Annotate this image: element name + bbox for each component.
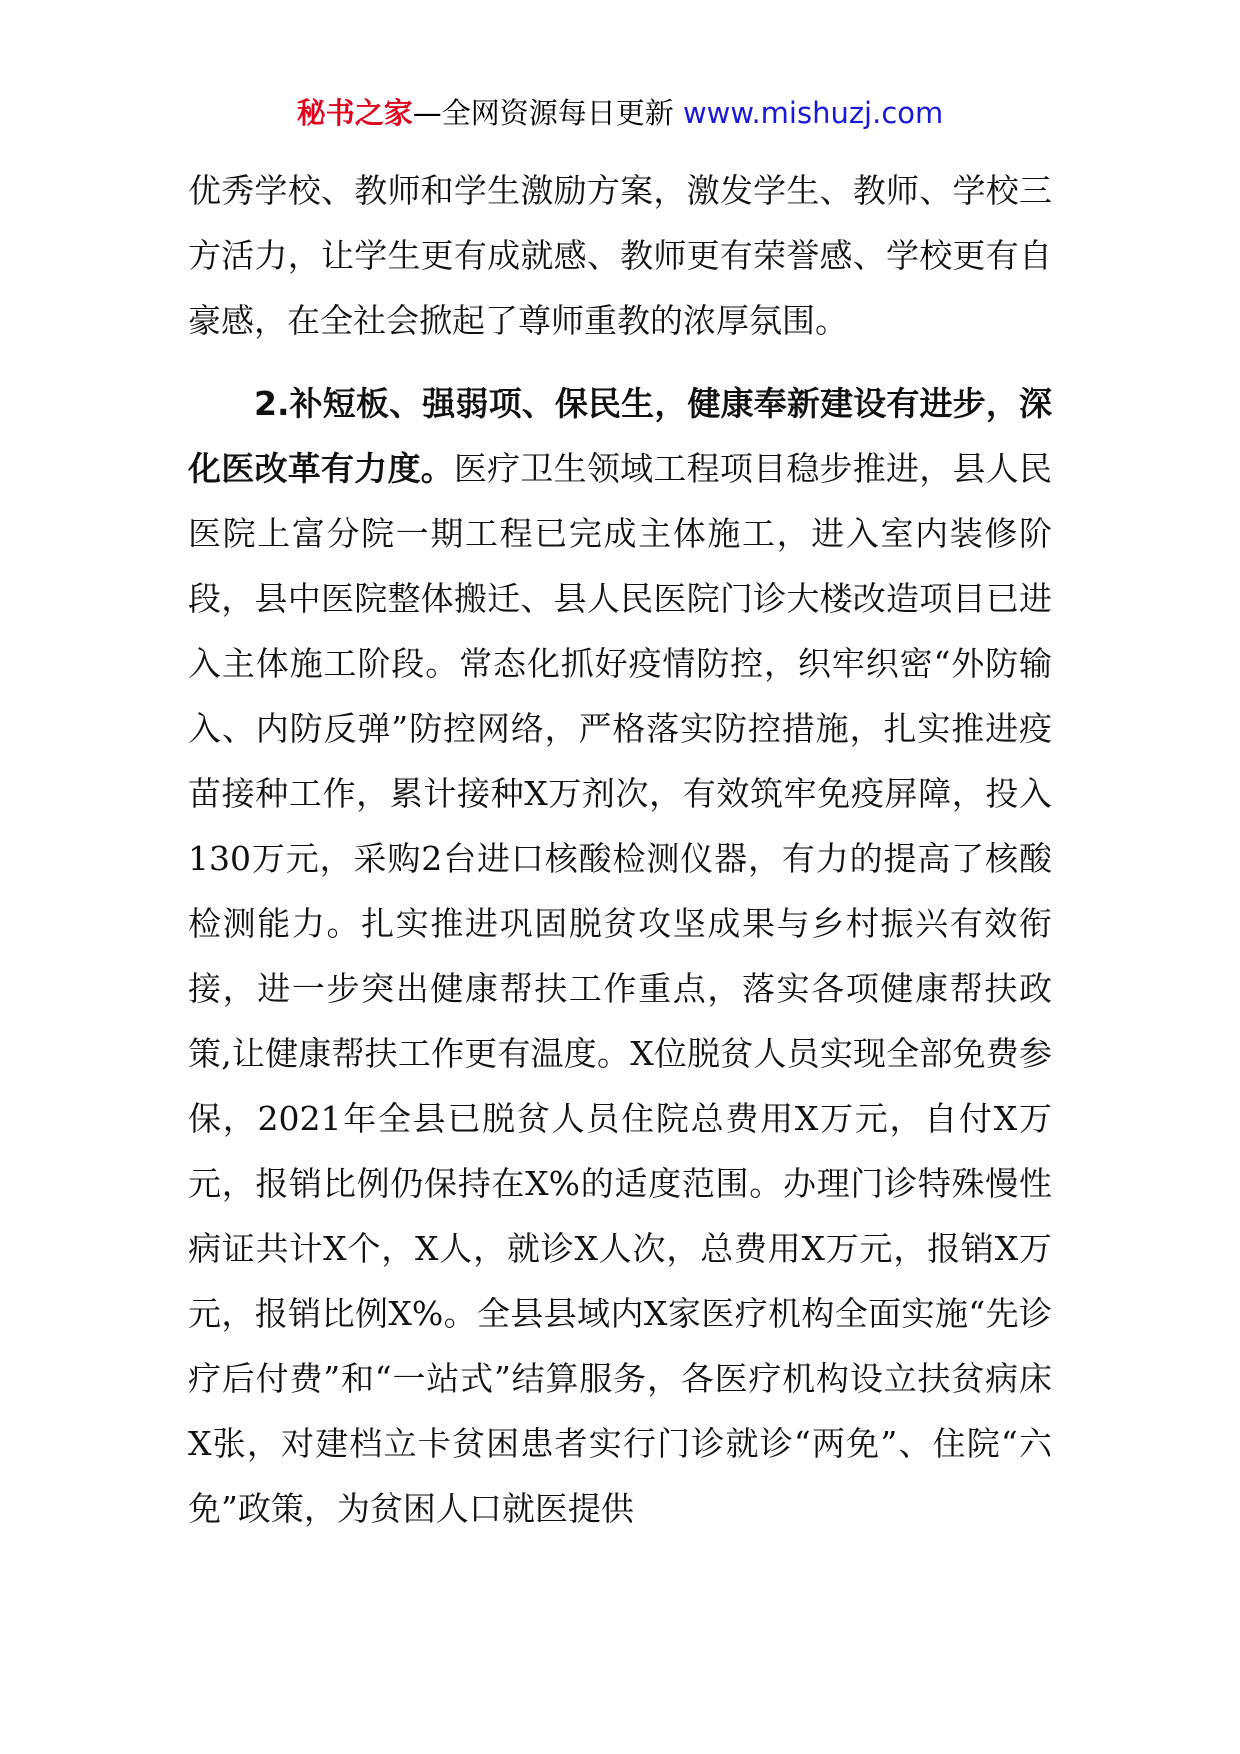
paragraph-1: 优秀学校、教师和学生激励方案，激发学生、教师、学校三方活力，让学生更有成就感、教师更有荣誉感、学校更有自豪感，在全社会掀起了尊师重教的浓厚氛围。 [188,171,1052,340]
paragraph-2 [188,371,1052,1541]
document-body [188,158,1052,1541]
paragraph-2-body: 医疗卫生领域工程项目稳步推进，县人民医院上富分院一期工程已完成主体施工，进入室内装修阶段，县中医院整体搬迁、县人民医院门诊大楼改造项目已进入主体施工阶段。常态化抓好疫情防控，织牢织密“外防输入、内防反弹”防控网络，严格落实防控措施，扎实推进疫苗接种工作，累计接种X万剂次，有效筑牢免疫屏障，投入130万元，采购2台进口核酸检测仪器，有力的提高了核酸检测能力。扎实推进巩固脱贫攻坚成果与乡村振兴有效衔接，进一步突出健康帮扶工作重点，落实各项健康帮扶政策,让健康帮扶工作更有温度。X位脱贫人员实现全部免费参保，2021年全县已脱贫人员住院总费用X万元，自付X万元，报销比例仍保持在X%的适度范围。办理门诊特殊慢性病证共计X个，X人，就诊X人次，总费用X万元，报销X万元，报销比例X%。全县县域内X家医疗机构全面实施“先诊疗后付费”和“一站式”结算服务，各医疗机构设立扶贫病床X张，对建档立卡贫困患者实行门诊就诊“两免”、住院“六免”政策，为贫困人口就医提供 [188,449,1053,1528]
paragraph-2-heading: 2.补短板、强弱项、保民生，健康奉新建设有进步，深化医改革有力度。 [188,384,1052,488]
header-brand: 秘书之家 [296,96,413,130]
header-tagline: —全网资源每日更新 [412,96,683,130]
page-header [0,93,1240,133]
header-url-link[interactable]: www.mishuzj.com [682,96,944,130]
